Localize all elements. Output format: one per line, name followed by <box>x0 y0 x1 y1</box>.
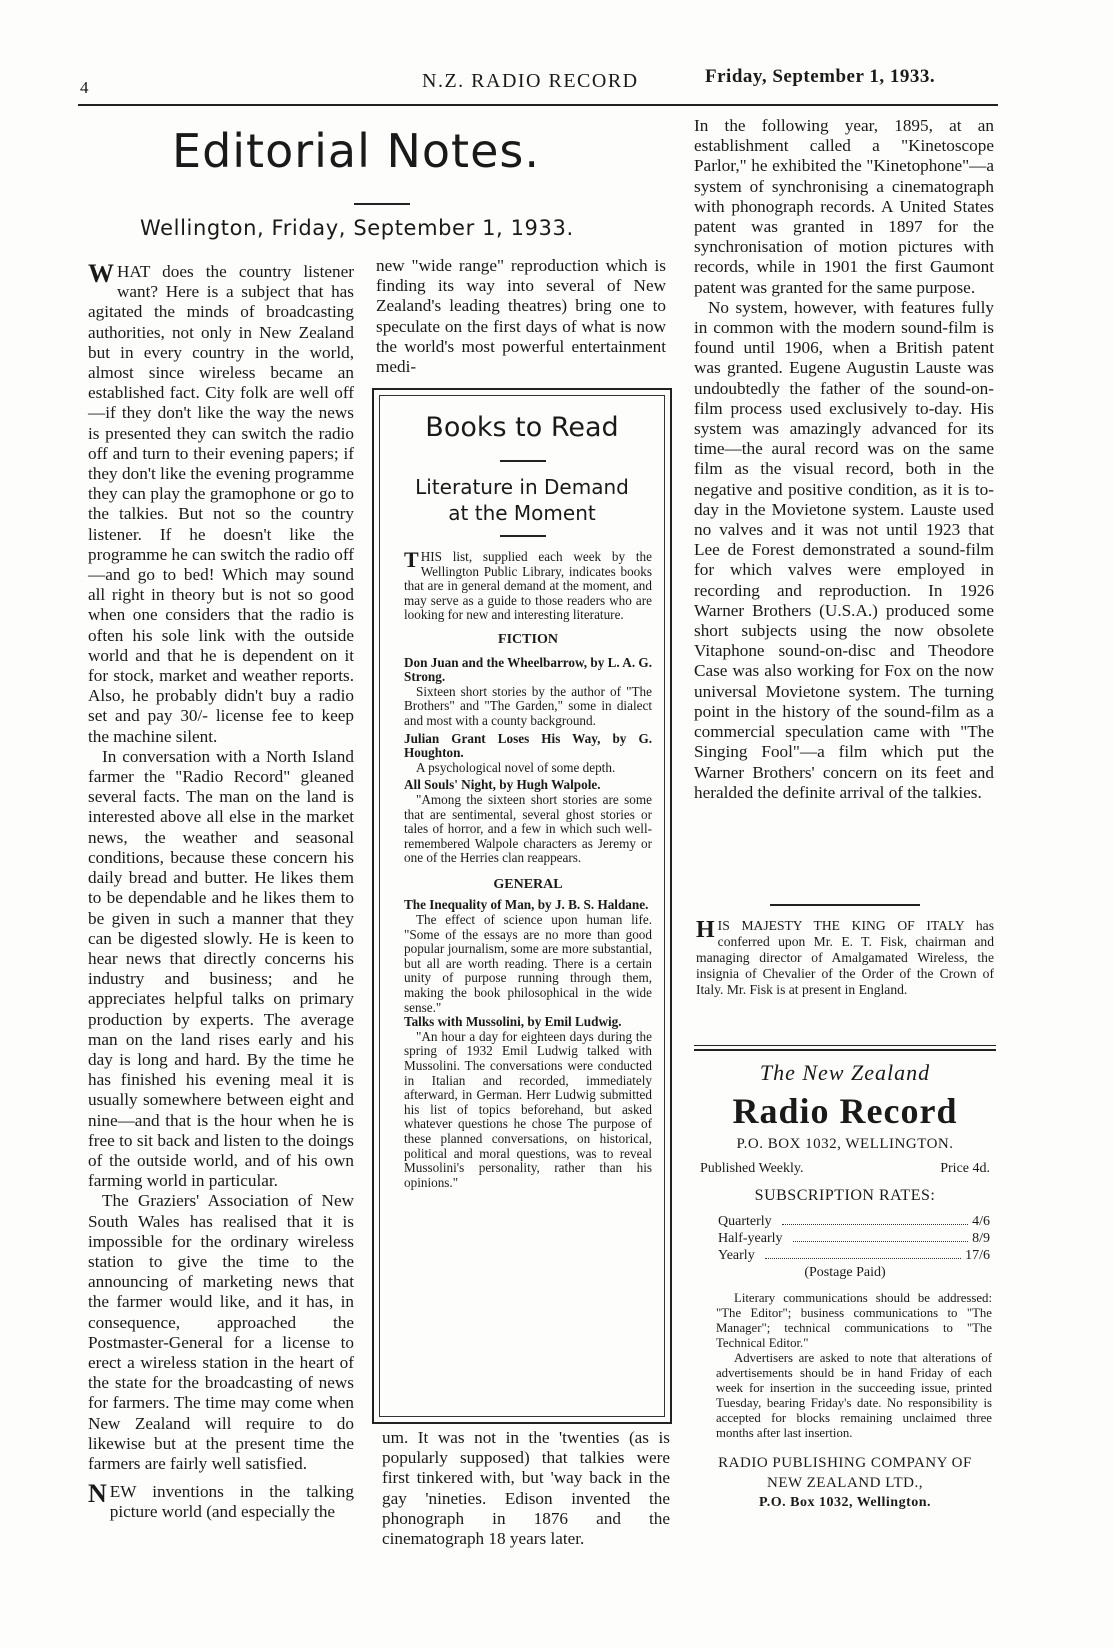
rates-heading: SUBSCRIPTION RATES: <box>754 1187 936 1204</box>
masthead-published-row <box>700 1161 990 1177</box>
column-3-rule <box>770 904 920 906</box>
editorial-dateline: Wellington, Friday, September 1, 1933. <box>140 216 574 240</box>
books-title-rule <box>500 460 546 462</box>
rate-label: Yearly <box>718 1248 755 1263</box>
book-description: A psychological novel of some depth. <box>416 759 616 775</box>
editorial-paragraph-2: In conversation with a North Island farmer the "Radio Record" gleaned several facts. The man on the land is interested above all else in the market news, the weather and seasonal conditions, because these concern his daily bread and butter. He likes them to be dependable and he likes them to be given in such a manner that they can be digested slowly. He is keen to hear news that directly concerns his industry and business; and he appreciates helpful talks on primary production by experts. The average man on the land rises early and his day is long and hard. By the time he has finished his evening meal it is usually somewhere between eight and nine—and that is the hour when he is free to sit back and listen to the doings of the outside world, and of his own farming world in particular. <box>88 746 354 1191</box>
book-title: The Inequality of Man, by J. B. S. Haldane. <box>404 897 649 913</box>
header-date: Friday, September 1, 1933. <box>705 66 936 87</box>
masthead-notices <box>716 1291 992 1441</box>
publication-name: N.Z. RADIO RECORD <box>422 70 639 92</box>
drop-cap: T <box>404 547 419 572</box>
book-title: All Souls' Night, by Hugh Walpole. <box>404 777 601 793</box>
rate-label: Quarterly <box>718 1214 772 1229</box>
editorial-column-3 <box>694 116 994 803</box>
editorial-column-2-bottom: um. It was not in the 'twenties (as is popularly supposed) that talkies were first tinkered with, but 'way back in the gay 'nineties. Edison invented the phonograph in 1876 and the cinematograph 18 years later. <box>382 1428 670 1549</box>
rate-row <box>718 1247 990 1264</box>
publisher-line-1: RADIO PUBLISHING COMPANY OF <box>718 1455 972 1471</box>
masthead-address: P.O. BOX 1032, WELLINGTON. <box>736 1136 954 1152</box>
editorial-paragraph-5: In the following year, 1895, at an establishment called a "Kinetoscope Parlor," he exhibited the "Kinetophone"—a system of synchronising a cinematograph with phonograph records. A United States patent was granted in 1897 for the synchronisation of motion pictures with records, while in 1901 the first Gaumont patent was granted for the same purpose. <box>694 116 994 297</box>
king-of-italy-note <box>696 918 994 998</box>
rate-price: 4/6 <box>972 1214 990 1229</box>
editorial-paragraph-4 <box>88 1479 354 1522</box>
book-title: Don Juan and the Wheelbarrow, by L. A. G. Strong. <box>404 654 652 685</box>
general-heading: GENERAL <box>493 876 563 892</box>
book-description: Sixteen short stories by the author of "The Brothers" and "The Garden," some in dialect and most with a county background. <box>404 683 652 728</box>
editorial-paragraph-6: No system, however, with features fully in common with the modern sound-film is found until 1906, when a British patent was granted. Eugene Augustin Lauste was undoubtedly the father of the sound-on-film process used exclusively to-day. His system was amazingly advanced for its time—the aural record was on the same film as the visual record, both in the negative and positive condition, as it is to-day in the Movietone system. Lauste used no valves and it was not until 1923 that Lee de Forest demonstrated a sound-film for which valves were employed in recording and reproduction. In 1926 Warner Brothers (U.S.A.) produced some short subjects using the now obsolete Vitaphone sound-on-disc and Theodore Case was also working for Fox on the now universal Movietone system. The turning point in the history of the sound-film as a commercial speculation came with "The Singing Fool"—a film which put the Warner Brothers' concern on its feet and heralded the definite arrival of the talkies. <box>694 297 994 802</box>
masthead-name: Radio Record <box>732 1091 958 1131</box>
book-description: "Among the sixteen short stories are some that are sentimental, several ghost stories or tales of horror, and a few in which such well-remembered Walpole characters as Jeremy or one of the Herries clan reappears. <box>404 791 652 866</box>
books-box <box>372 388 672 1424</box>
book-description: The effect of science upon human life. "Some of the essays are no more than good popular journalism, some are more substantial, but all are worth reading. There is a certain unity of purpose running through them, making the book philosophical in the wide sense." <box>404 912 652 1015</box>
header-rule <box>78 104 998 106</box>
masthead-the-new-zealand: The New Zealand <box>759 1060 931 1085</box>
drop-cap: H <box>696 917 715 943</box>
rate-label: Half-yearly <box>718 1231 783 1246</box>
drop-cap: W <box>88 259 114 288</box>
editorial-paragraph-1 <box>88 259 354 747</box>
title-rule <box>354 203 410 205</box>
paragraph-text: EW inventions in the talking picture world (and especially the <box>109 1482 354 1522</box>
rate-row <box>718 1230 990 1247</box>
editorial-paragraph-3: The Graziers' Association of New South Wales has realised that it is impossible for the ordinary wireless station to give the time to the announcing of marketing news that the farmer would like, and it has, in consequence, approached the Postmaster-General for a license to erect a wireless station in the heart of the state for the broadcasting of news for farmers. The time may come when New Zealand will require to do likewise but at the present time the farmers are fairly well satisfied. <box>88 1191 354 1473</box>
published-weekly: Published Weekly. <box>700 1161 804 1176</box>
rate-row <box>718 1213 990 1230</box>
rates-table <box>718 1213 990 1264</box>
publisher-block <box>694 1453 996 1513</box>
editorial-column-1 <box>88 259 354 1523</box>
drop-cap: N <box>88 1479 107 1509</box>
paragraph-text: HIS list, supplied each week by the Wellington Public Library, indicates books that are in general demand at the moment, and may serve as a guide to those readers who are looking for new and interesting literature. <box>404 549 652 623</box>
book-title: Talks with Mussolini, by Emil Ludwig. <box>404 1014 622 1030</box>
books-list <box>404 547 652 1190</box>
books-subtitle-line-2: at the Moment <box>448 501 596 525</box>
publisher-line-3: P.O. Box 1032, Wellington. <box>758 1495 932 1510</box>
literary-notice: Literary communications should be addressed: "The Editor"; business communications to "The Manager"; technical communications to "The Technical Editor." <box>716 1291 992 1350</box>
postage-paid: (Postage Paid) <box>804 1265 886 1280</box>
rate-price: 17/6 <box>965 1248 990 1263</box>
paragraph-text: HAT does the country listener want? Here is a subject that has agitated the minds of broadcasting authorities, not only in New Zealand but in every country in the world, almost since wireless became an established fact. City folk are well off—if they don't like the way the news is presented they can switch the radio off and turn to their evening papers; if they don't like the evening programme they can play the gramophone or go to the talkies. But not so the country listener. If he doesn't like the programme he can switch the radio off—and go to bed! Which may sound all right in theory but is not so good when one considers that the radio is often his sole link with the outside world and that he is dependent on it for stock, market and weather reports. Also, he probably didn't buy a radio set and pay 30/- license fee to keep the machine silent. <box>88 262 354 746</box>
fiction-heading: FICTION <box>498 631 558 647</box>
book-description: "An hour a day for eighteen days during the spring of 1932 Emil Ludwig talked with Mussolini. The conversations were conducted in Italian and recorded, immediately afterward, in German. Herr Ludwig submitted his list of topics beforehand, but asked whatever questions he chose The purpose of these planned conversations, on historical, political and moral questions, was to reveal Mussolini's personality, rather than his opinions." <box>404 1028 652 1190</box>
advertisers-notice: Advertisers are asked to note that alterations of advertisements should be in hand Friday of each week for insertion in the succeeding issue, printed Tuesday, bearing Friday's date. No responsibility is accepted for blocks remaining unclaimed three months after last insertion. <box>716 1351 992 1440</box>
price: Price 4d. <box>940 1161 990 1176</box>
page-number: 4 <box>80 78 89 97</box>
masthead-rule-top <box>694 1045 996 1046</box>
publisher-line-2: NEW ZEALAND LTD., <box>767 1475 923 1491</box>
editorial-column-2-top: new "wide range" reproduction which is finding its way into several of New Zealand's leading theatres) bring one to speculate on the first days of what is now the world's most powerful entertainment medi- <box>376 256 666 377</box>
books-subtitle <box>374 474 670 526</box>
books-subtitle-rule <box>500 535 546 537</box>
paragraph-text: IS MAJESTY THE KING OF ITALY has conferred upon Mr. E. T. Fisk, chairman and managing director of Amalgamated Wireless, the insignia of Chevalier of the Order of the Crown of Italy. Mr. Fisk is at present in England. <box>696 918 994 997</box>
books-title: Books to Read <box>425 412 619 443</box>
books-subtitle-line-1: Literature in Demand <box>415 475 629 499</box>
rate-price: 8/9 <box>972 1231 990 1246</box>
book-title: Julian Grant Loses His Way, by G. Houghton. <box>404 730 652 761</box>
editorial-title: Editorial Notes. <box>172 124 540 178</box>
books-intro <box>404 547 652 623</box>
masthead <box>694 1056 996 1513</box>
masthead-rule-top-2 <box>694 1049 996 1051</box>
